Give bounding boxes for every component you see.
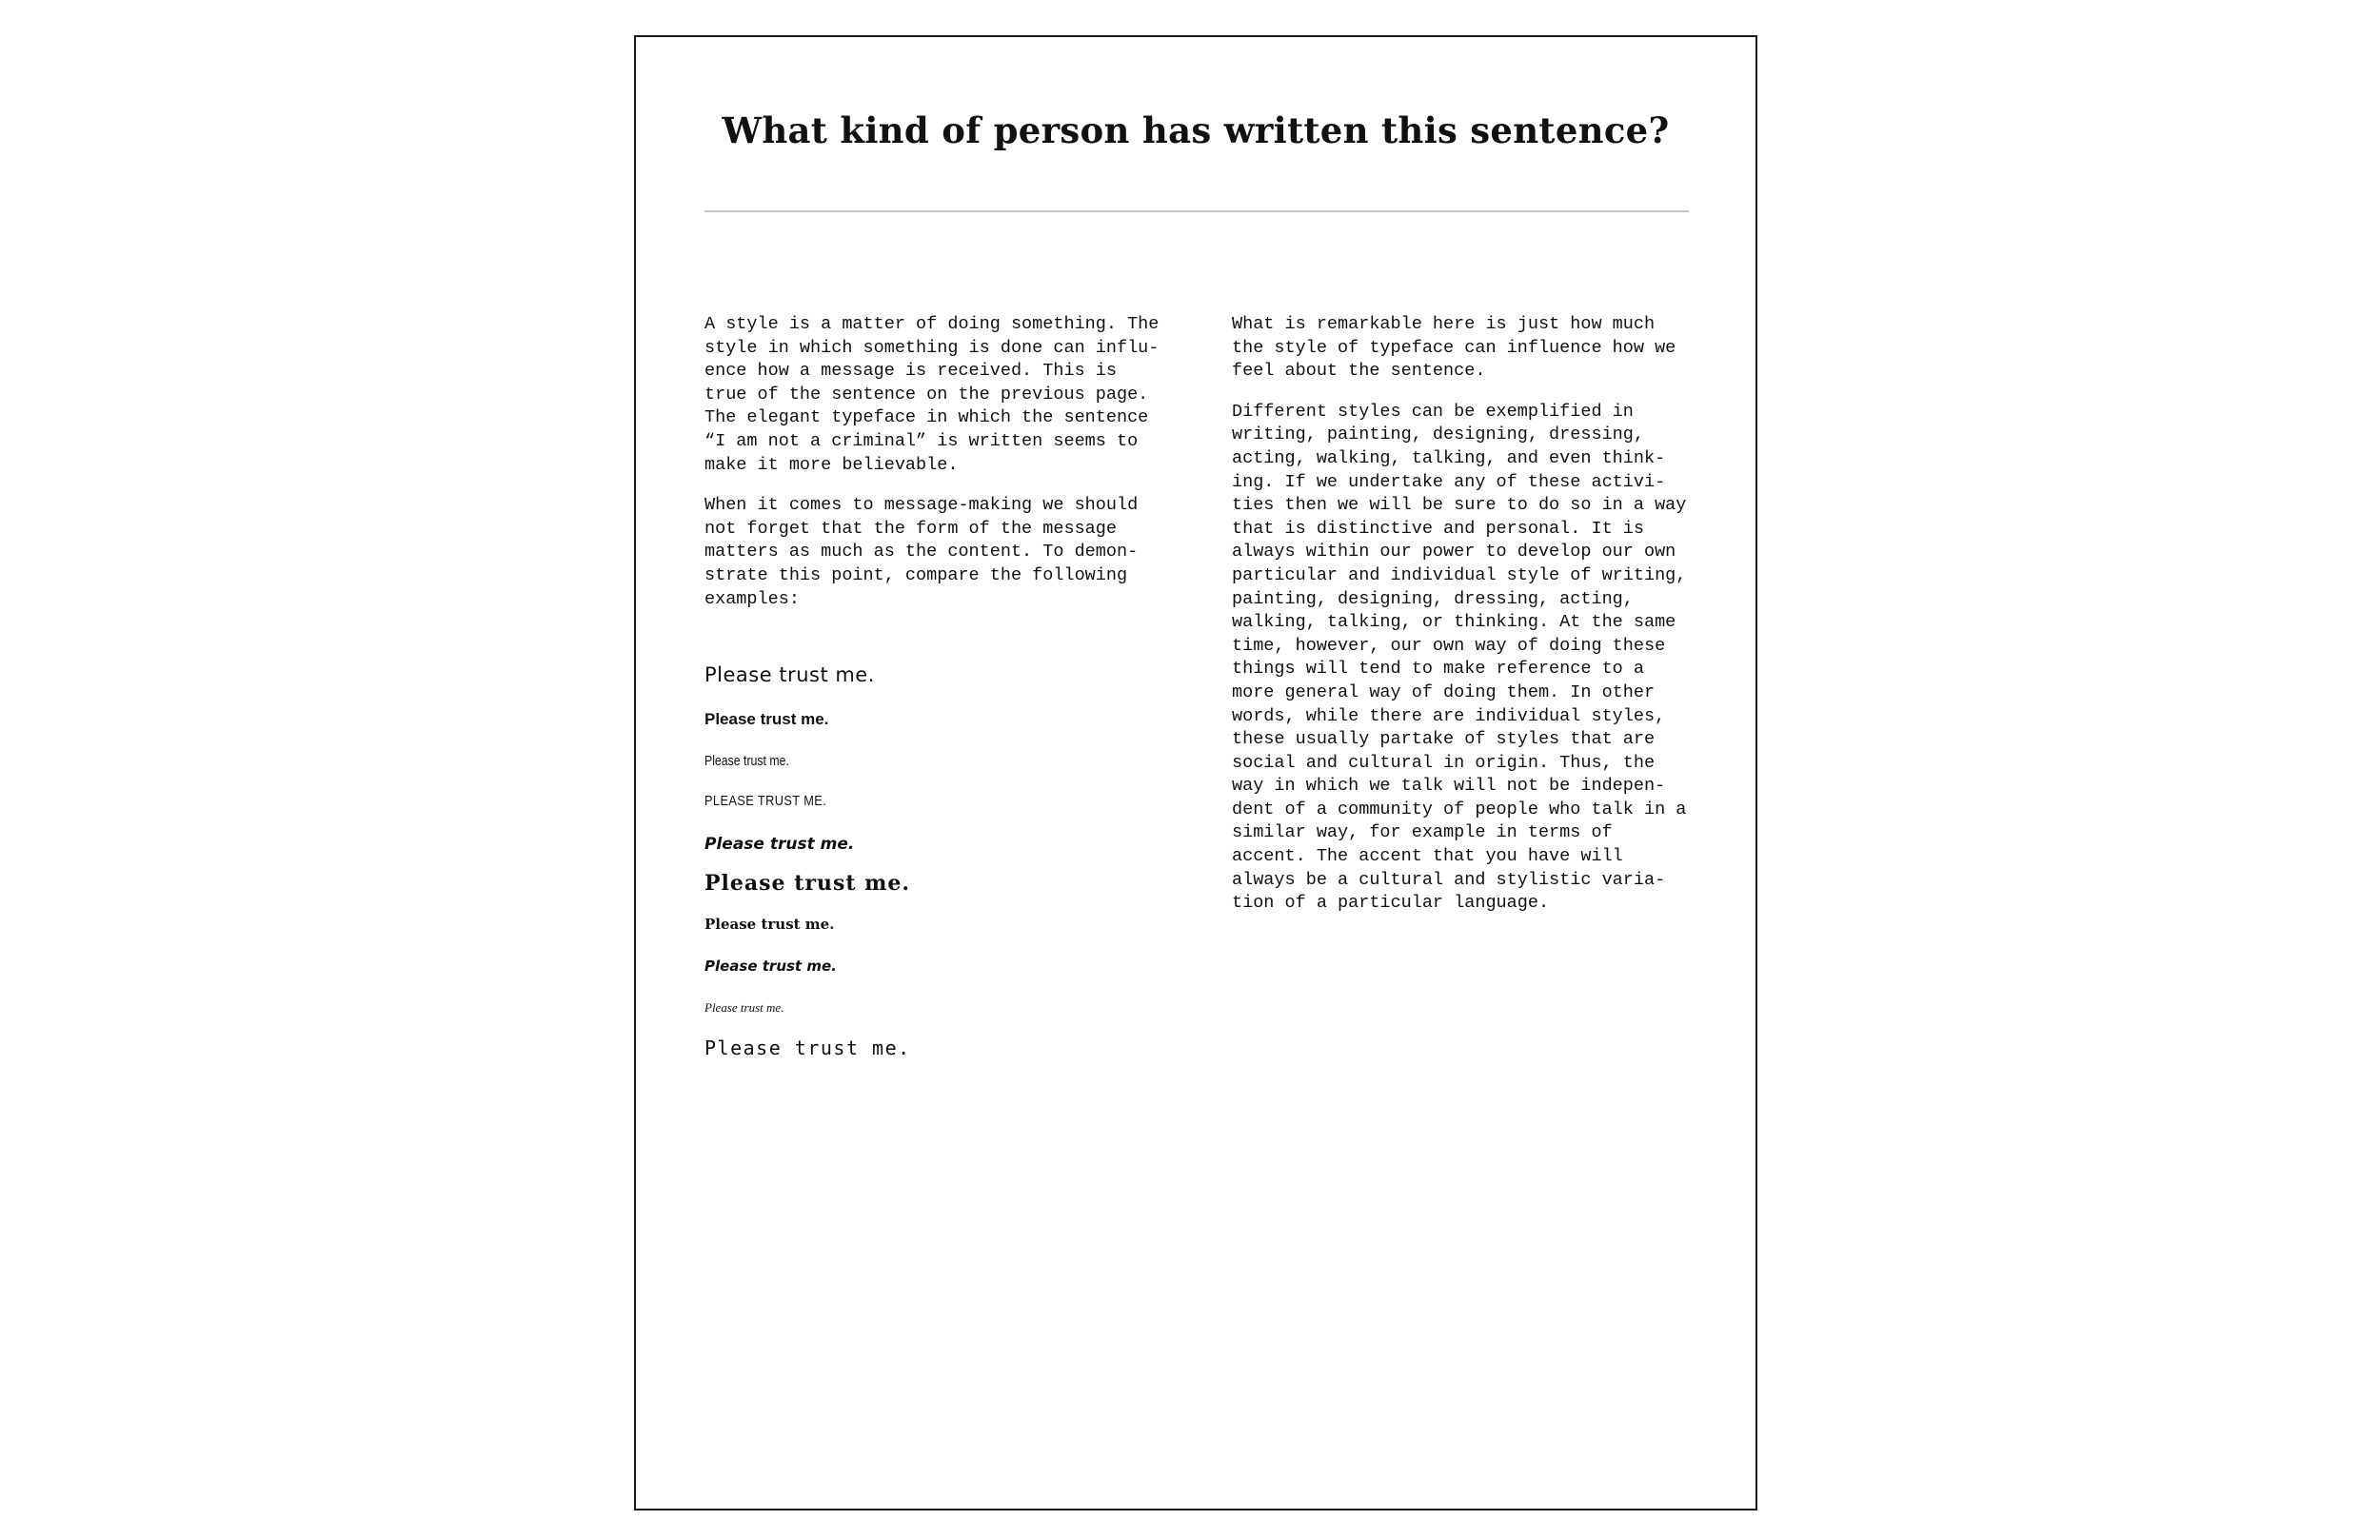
- typeface-sample-7: Please trust me.: [704, 916, 835, 933]
- typeface-sample-6: Please trust me.: [704, 871, 911, 896]
- title-divider: [704, 210, 1689, 212]
- left-column: [704, 313, 1171, 628]
- right-column: [1232, 313, 1698, 933]
- typeface-sample-2: Please trust me.: [704, 710, 829, 728]
- typeface-sample-1: Please trust me.: [704, 663, 875, 686]
- left-paragraph-2: When it comes to message-making we should not forget that the form of the message matters as much as the content. To demon- strate this point, compare the following examples:: [704, 495, 1139, 609]
- document-page: [634, 35, 1757, 1510]
- right-paragraph-1: What is remarkable here is just how much the style of typeface can influence how we feel about the sentence.: [1232, 314, 1676, 382]
- page-title: What kind of person has written this sentence?: [722, 109, 1670, 151]
- typeface-sample-5: Please trust me.: [704, 835, 855, 854]
- typeface-sample-4: PLEASE TRUST ME.: [704, 793, 827, 809]
- typeface-sample-3: Please trust me.: [704, 753, 789, 769]
- typeface-sample-10: Please trust me.: [704, 1037, 911, 1059]
- typeface-sample-9: Please trust me.: [704, 1000, 784, 1015]
- typeface-sample-8: Please trust me.: [704, 958, 837, 975]
- right-paragraph-2: Different styles can be exemplified in writing, painting, designing, dressing, acting, walking, talking, and even think- ing. If we undertake any of these activi- ties then we will be sure to do so in a way that is distinctive and personal. It is always within our power to develop our own particular and individual style of writing, painting, designing, dressing, acting, walking, talking, or thinking. At the same time, however, our own way of doing these things will tend to make reference to a more general way of doing them. In other words, while there are individual styles, these usually partake of styles that are social and cultural in origin. Thus, the way in which we talk will not be indepen- dent of a community of people who talk in a similar way, for example in terms of accent. The accent that you have will always be a cultural and stylistic varia- tion of a particular language.: [1232, 401, 1687, 914]
- left-paragraph-1: A style is a matter of doing something. The style in which something is done can influ- ence how a message is received. This is true of the sentence on the previous page. The elegant typeface in which the sentence “I am not a criminal” is written seems to make it more believable.: [704, 314, 1160, 475]
